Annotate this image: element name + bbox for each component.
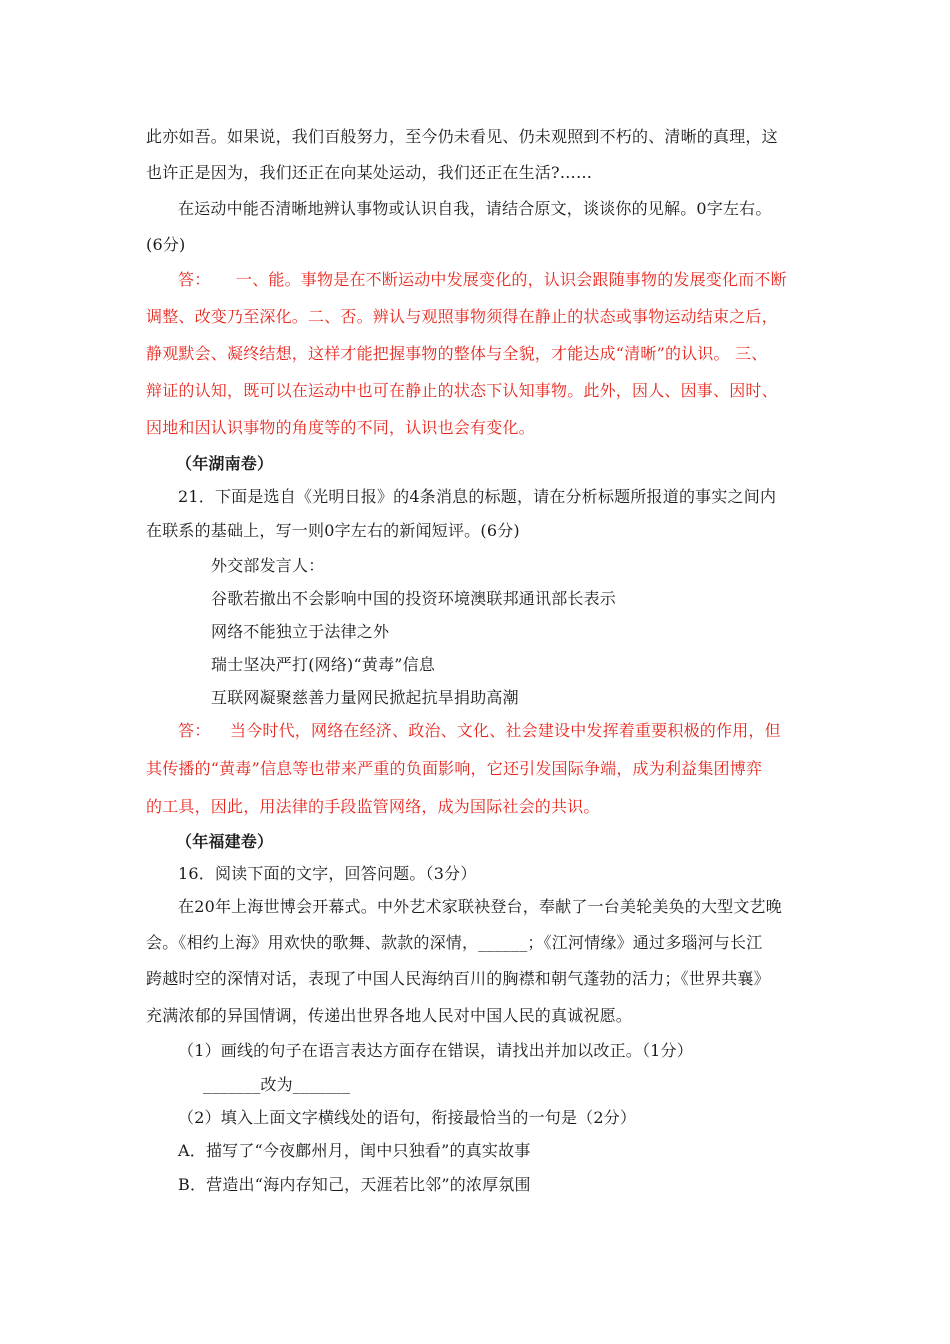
- section-title: （年福建卷）: [176, 832, 274, 851]
- passage-line: 跨越时空的深情对话，表现了中国人民海纳百川的胸襟和朝气蓬勃的活力；《世界共襄》: [146, 969, 770, 988]
- sub-question: （2）填入上面文字横线处的语句，衔接最恰当的一句是（2分）: [178, 1108, 637, 1127]
- passage-line: 此亦如吾。如果说，我们百般努力，至今仍未看见、仍未观照到不朽的、清晰的真理，这: [146, 127, 778, 146]
- sub-question: （1）画线的句子在语言表达方面存在错误，请找出并加以改正。（1分）: [178, 1041, 693, 1060]
- answer-label: 答：: [178, 270, 211, 289]
- passage-line: 会。《相约上海》用欢快的歌舞、款款的深情，______；《江河情缘》通过多瑙河与长江: [146, 933, 763, 952]
- answer-text: 当今时代，网络在经济、政治、文化、社会建设中发挥着重要积极的作用，但: [230, 721, 781, 740]
- headline-item: 互联网凝聚慈善力量网民掀起抗旱捐助高潮: [211, 688, 519, 707]
- passage-line: 在20年上海世博会开幕式。中外艺术家联袂登台，奉献了一台美轮美奂的大型文艺晚: [178, 897, 782, 916]
- question-prompt: 在运动中能否清晰地辨认事物或认识自我，请结合原文，谈谈你的见解。0字左右。: [178, 199, 772, 218]
- headline-item: 网络不能独立于法律之外: [211, 622, 390, 641]
- question-text: 21．下面是选自《光明日报》的4条消息的标题，请在分析标题所报道的事实之间内: [178, 487, 777, 506]
- answer-line: 调整、改变乃至深化。二、否。辨认与观照事物须得在静止的状态或事物运动结束之后，: [146, 307, 778, 326]
- answer-label: 答：: [178, 721, 211, 740]
- answer-line: 其传播的“黄毒”信息等也带来严重的负面影响，它还引发国际争端，成为利益集团博弈: [146, 759, 763, 778]
- headline-item: 瑞士坚决严打(网络)“黄毒”信息: [211, 655, 436, 674]
- answer-line: [178, 270, 838, 290]
- answer-line: 辩证的认知，既可以在运动中也可在静止的状态下认知事物。此外，因人、因事、因时、: [146, 381, 778, 400]
- answer-blank: _______改为_______: [203, 1075, 351, 1094]
- question-text: 在联系的基础上，写一则0字左右的新闻短评。(6分): [146, 521, 520, 540]
- question-score: (6分): [146, 235, 186, 254]
- answer-line: 静观默会、凝终结想，这样才能把握事物的整体与全貌，才能达成“清晰”的认识。 三、: [146, 344, 768, 363]
- question-text: 16．阅读下面的文字，回答问题。（3分）: [178, 864, 477, 883]
- passage-line: 也许正是因为，我们还正在向某处运动，我们还正在生活?……: [146, 163, 593, 182]
- answer-line: [178, 721, 838, 741]
- headline-item: 谷歌若撤出不会影响中国的投资环境澳联邦通讯部长表示: [211, 589, 617, 608]
- section-title: （年湖南卷）: [176, 454, 274, 473]
- headline-item: 外交部发言人：: [211, 556, 325, 575]
- option-a: A．描写了“今夜鄜州月，闺中只独看”的真实故事: [178, 1141, 531, 1160]
- answer-line: 的工具，因此，用法律的手段监管网络，成为国际社会的共识。: [146, 797, 600, 816]
- option-b: B．营造出“海内存知己，天涯若比邻”的浓厚氛围: [178, 1175, 531, 1194]
- answer-line: 因地和因认识事物的角度等的不同，认识也会有变化。: [146, 418, 535, 437]
- answer-text: 一、能。事物是在不断运动中发展变化的，认识会跟随事物的发展变化而不断: [236, 270, 787, 289]
- passage-line: 充满浓郁的异国情调，传递出世界各地人民对中国人民的真诚祝愿。: [146, 1006, 633, 1025]
